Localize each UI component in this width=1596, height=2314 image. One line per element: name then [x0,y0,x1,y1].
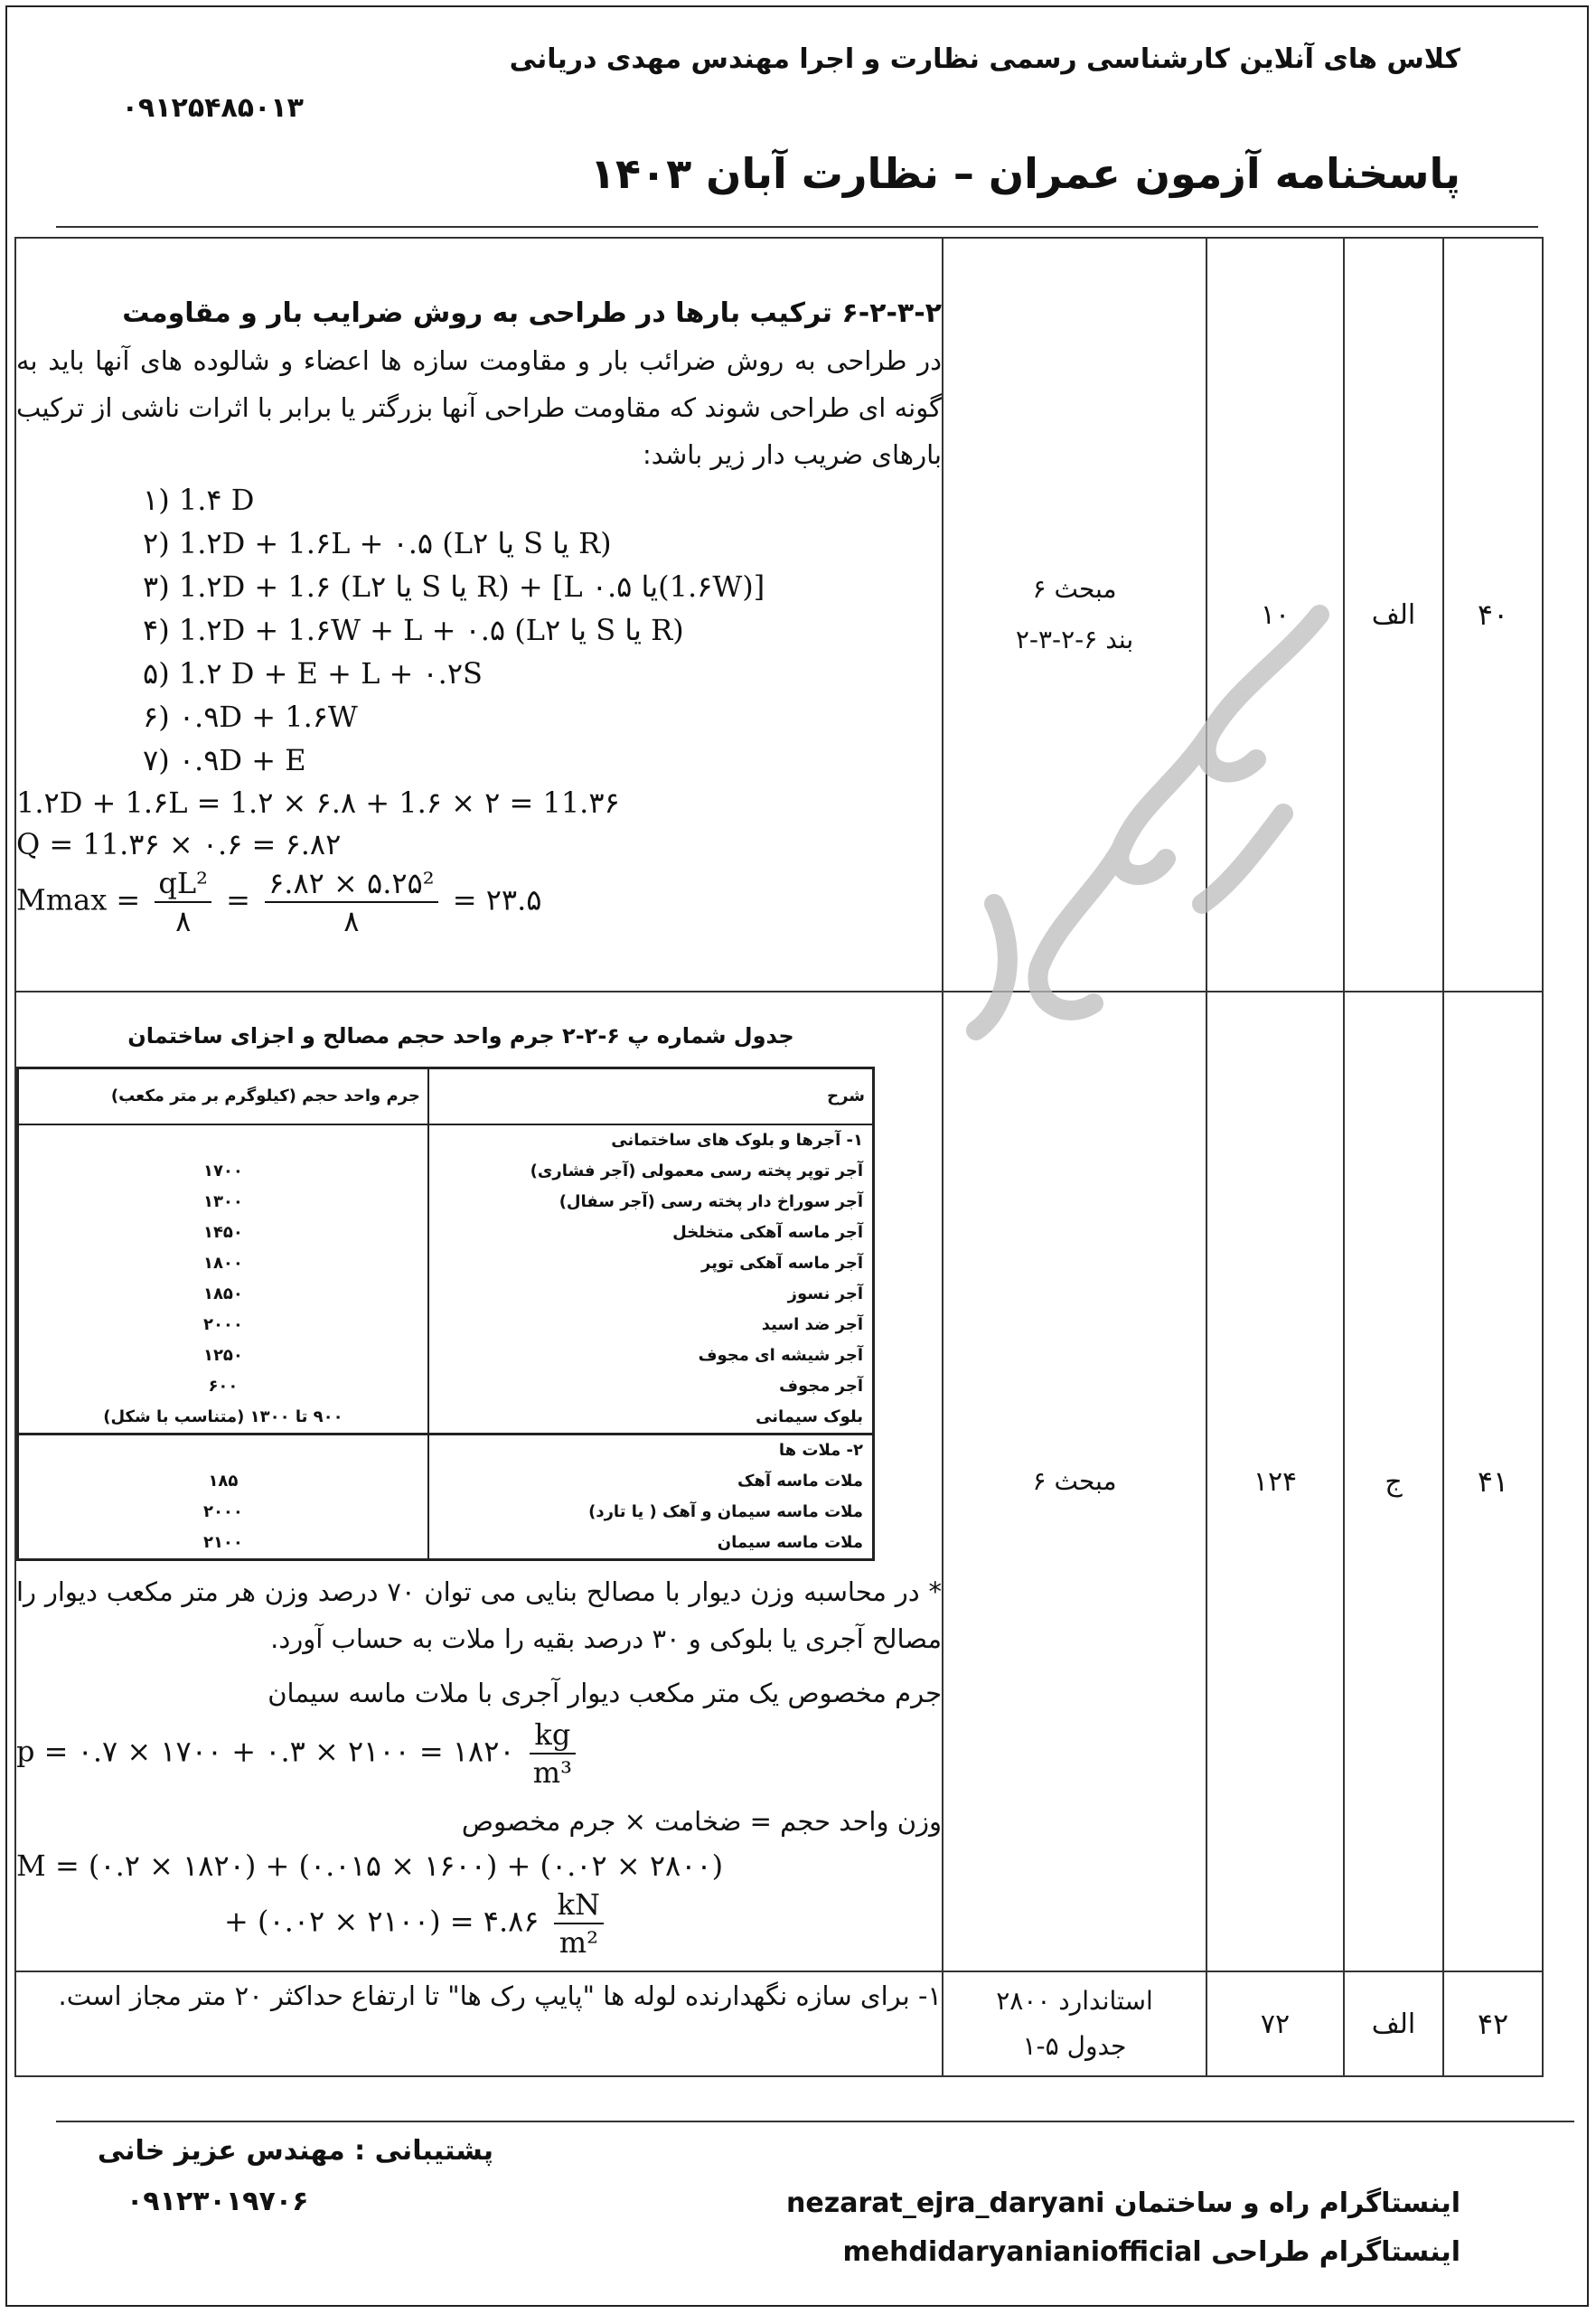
density-table-row [18,1402,874,1434]
calc-moment: Mmax = $\frac{\text{qL²}}{۸}$ = $\frac{\text{۶.۸۲ × ۵.۲۵²}}{۸}$ = ۲۳.۵ [16,866,542,938]
calc-wall-weight-1: M = (۰.۲ × ۱۸۲۰) + (۰.۰۱۵ × ۱۶۰۰) + (۰.۰۲ × ۲۸۰۰) [16,1848,724,1883]
wall-weight-unit [554,1886,604,1961]
footer-support: پشتیبانی : مهندس عزیز خانی [97,2135,493,2167]
density-table-row [18,1279,874,1310]
load-combo: ۱) 1.۴ D [143,483,255,517]
calc-density [16,1717,942,1791]
reference-line: مبحث ۶ [1032,1466,1117,1496]
unit-denominator: m² [559,1924,598,1960]
density-expression: p = ۰.۷ × ۱۷۰۰ + ۰.۳ × ۲۱۰۰ = ۱۸۲۰ [16,1734,515,1768]
material-description: آجر توپر پخته رسی معمولی (آجر فشاری) [428,1156,874,1187]
unit-denominator: m³ [532,1754,572,1790]
page-title: پاسخنامه آزمون عمران – نظارت آبان ۱۴۰۳ [589,149,1460,198]
material-density: ۱۲۵۰ [202,1345,243,1365]
load-combo: ۴) 1.۲D + 1.۶W + L + ۰.۵ (L۲ یا S یا R) [143,613,684,647]
material-density: ۱۴۵۰ [202,1222,243,1242]
material-density: ۶۰۰ [208,1376,239,1396]
instagram-handle[interactable]: mehdidaryanianiofficial [842,2236,1202,2268]
load-combo: ۵) 1.۲ D + E + L + ۰.۲S [143,656,483,691]
answer-cell: ج [1344,992,1443,1971]
weight-formula-label: وزن واحد حجم = ضخامت × جرم مخصوص [461,1805,942,1837]
table-row [15,238,1543,992]
reference-line: بند ۶-۲-۳-۲ [1015,625,1134,654]
material-description: ملات ماسه سیمان [428,1528,874,1560]
density-table [16,1067,875,1561]
material-description: آجر ماسه آهکی توپر [428,1248,874,1279]
load-combo: ۶) ۰.۹D + 1.۶W [143,700,358,734]
section-title: ۶-۲-۳-۲ ترکیب بارها در طراحی به روش ضرایب بار و مقاومت [122,297,942,329]
material-density [18,1124,428,1156]
load-combo: ۲) 1.۲D + 1.۶L + ۰.۵ (L۲ یا S یا R) [143,526,612,560]
density-table-row [18,1310,874,1340]
material-description: ملات ماسه سیمان و آهک ( یا تارد) [428,1497,874,1528]
pipe-rack-text: ۱- برای سازه نگهدارنده لوله ها "پایپ رک ها" تا ارتفاع حداکثر ۲۰ متر مجاز است. [58,1980,942,2011]
footer-instagram-2 [842,2236,1460,2268]
material-density: ۲۰۰۰ [202,1314,243,1334]
footer-divider [56,2121,1574,2122]
calc-factored-load: 1.۲D + 1.۶L = 1.۲ × ۶.۸ + 1.۶ × ۲ = 11.۳۶ [16,785,620,820]
density-table-row [18,1218,874,1248]
reference-cell [943,238,1206,992]
calc-wall-weight-2 [16,1886,942,1961]
density-table-row [18,1371,874,1402]
wall-weight-note: * در محاسبه وزن دیوار با مصالح بنایی می توان ۷۰ درصد وزن هر متر مکعب دیوار را مصالح آجری یا بلوکی و ۳۰ درصد بقیه را ملات به حساب آورد. [16,1576,942,1654]
material-density: ۱۳۰۰ [202,1191,243,1211]
material-density: ۱۷۰۰ [202,1161,243,1181]
reference-line: استاندارد ۲۸۰۰ [996,1986,1153,2016]
density-table-caption: جدول شماره پ ۶-۲-۲ جرم واحد حجم مصالح و اجزای ساختمان [127,1022,794,1049]
material-description: آجر ماسه آهکی متخلخل [428,1218,874,1248]
density-table-row [18,1434,874,1466]
density-label: جرم مخصوص یک متر مکعب دیوار آجری با ملات ماسه سیمان [268,1677,942,1708]
header-phone: ۰۹۱۲۵۴۸۵۰۱۳ [121,92,304,124]
answer-cell: الف [1344,238,1443,992]
column-header-description: شرح [428,1068,874,1124]
row-number: ۴۲ [1443,1971,1543,2076]
moment-fraction-2 [265,865,437,939]
material-density: ۲۱۰۰ [18,1528,428,1560]
density-table-row [18,1248,874,1279]
unit-numerator: kg [530,1717,576,1754]
instagram-handle[interactable]: nezarat_ejra_daryani [786,2187,1105,2219]
footer-instagram-1 [786,2187,1460,2219]
reference-line: مبحث ۶ [1032,574,1117,604]
material-description: بلوک سیمانی [428,1402,874,1434]
question-number: ۷۲ [1206,1971,1344,2076]
explanation-cell [15,992,943,1971]
density-table-row [18,1340,874,1371]
load-combo: ۷) ۰.۹D + E [143,743,306,777]
density-table-row [18,1528,874,1560]
header-course-line: کلاس های آنلاین کارشناسی رسمی نظارت و اجرا مهندس مهدی دریانی [509,43,1460,75]
fraction-denominator: ۸ [343,904,360,938]
reference-line: جدول ۵-۱ [1022,2031,1127,2061]
question-number: ۱۰ [1206,238,1344,992]
header-divider [56,226,1538,228]
fraction-numerator: qL² [155,865,211,903]
row-number: ۴۰ [1443,238,1543,992]
row-number: ۴۱ [1443,992,1543,1971]
instagram-label: اینستاگرام طراحی [1211,2236,1460,2268]
material-density: ۱۸۰۰ [202,1253,243,1273]
reference-cell [943,1971,1206,2076]
material-description: آجر مجوف [428,1371,874,1402]
material-density: ۱۸۵۰ [202,1284,243,1303]
material-description: ملات ماسه آهک [428,1466,874,1497]
density-unit [530,1717,576,1791]
material-description: آجر ضد اسید [428,1310,874,1340]
moment-lhs: Mmax = [16,882,141,917]
material-density: ۱۸۵ [208,1471,239,1491]
instagram-label: اینستاگرام راه و ساختمان [1113,2187,1460,2219]
material-density: ۹۰۰ تا ۱۳۰۰ (متناسب با شکل) [18,1402,428,1434]
moment-result: = ۲۳.۵ [452,882,542,917]
column-header-density: جرم واحد حجم (کیلوگرم بر متر مکعب) [18,1068,428,1124]
wall-weight-expression: + (۰.۰۲ × ۲۱۰۰) = ۴.۸۶ [224,1904,540,1938]
unit-numerator: kN [554,1886,604,1924]
explanation-cell [15,1971,943,2076]
answer-table [14,237,1544,2077]
density-table-row [18,1124,874,1156]
section-paragraph: در طراحی به روش ضرائب بار و مقاومت سازه ها اعضاء و شالوده های آنها باید به گونه ای طراحی شوند که مقاومت طراحی آنها بزرگتر یا برابر با اثرات ناشی از ترکیب بارهای ضریب دار زیر باشد: [16,345,942,470]
density-table-row [18,1156,874,1187]
material-description: آجر نسوز [428,1279,874,1310]
fraction-denominator: ۸ [175,904,192,938]
density-table-row [18,1497,874,1528]
material-density: ۲۰۰۰ [202,1501,243,1521]
calc-q: Q = 11.۳۶ × ۰.۶ = ۶.۸۲ [16,827,342,861]
material-density [18,1434,428,1466]
density-table-row [18,1466,874,1497]
table-row [15,992,1543,1971]
density-table-row [18,1187,874,1218]
reference-cell [943,992,1206,1971]
moment-fraction-1 [155,865,211,939]
table-row [15,1971,1543,2076]
footer-support-phone: ۰۹۱۲۳۰۱۹۷۰۶ [127,2186,309,2217]
load-combo: ۳) 1.۲D + 1.۶ (L۲ یا S یا R) + [L یا ۰.۵(1.۶W)] [143,569,765,604]
material-description: آجر شیشه ای مجوف [428,1340,874,1371]
fraction-numerator: ۶.۸۲ × ۵.۲۵² [265,865,437,903]
material-description: ۱- آجرها و بلوک های ساختمانی [428,1124,874,1156]
answer-cell: الف [1344,1971,1443,2076]
explanation-cell [15,238,943,992]
material-description: آجر سوراخ دار پخته رسی (آجر سفال) [428,1187,874,1218]
question-number: ۱۲۴ [1206,992,1344,1971]
material-description: ۲- ملات ها [428,1434,874,1466]
